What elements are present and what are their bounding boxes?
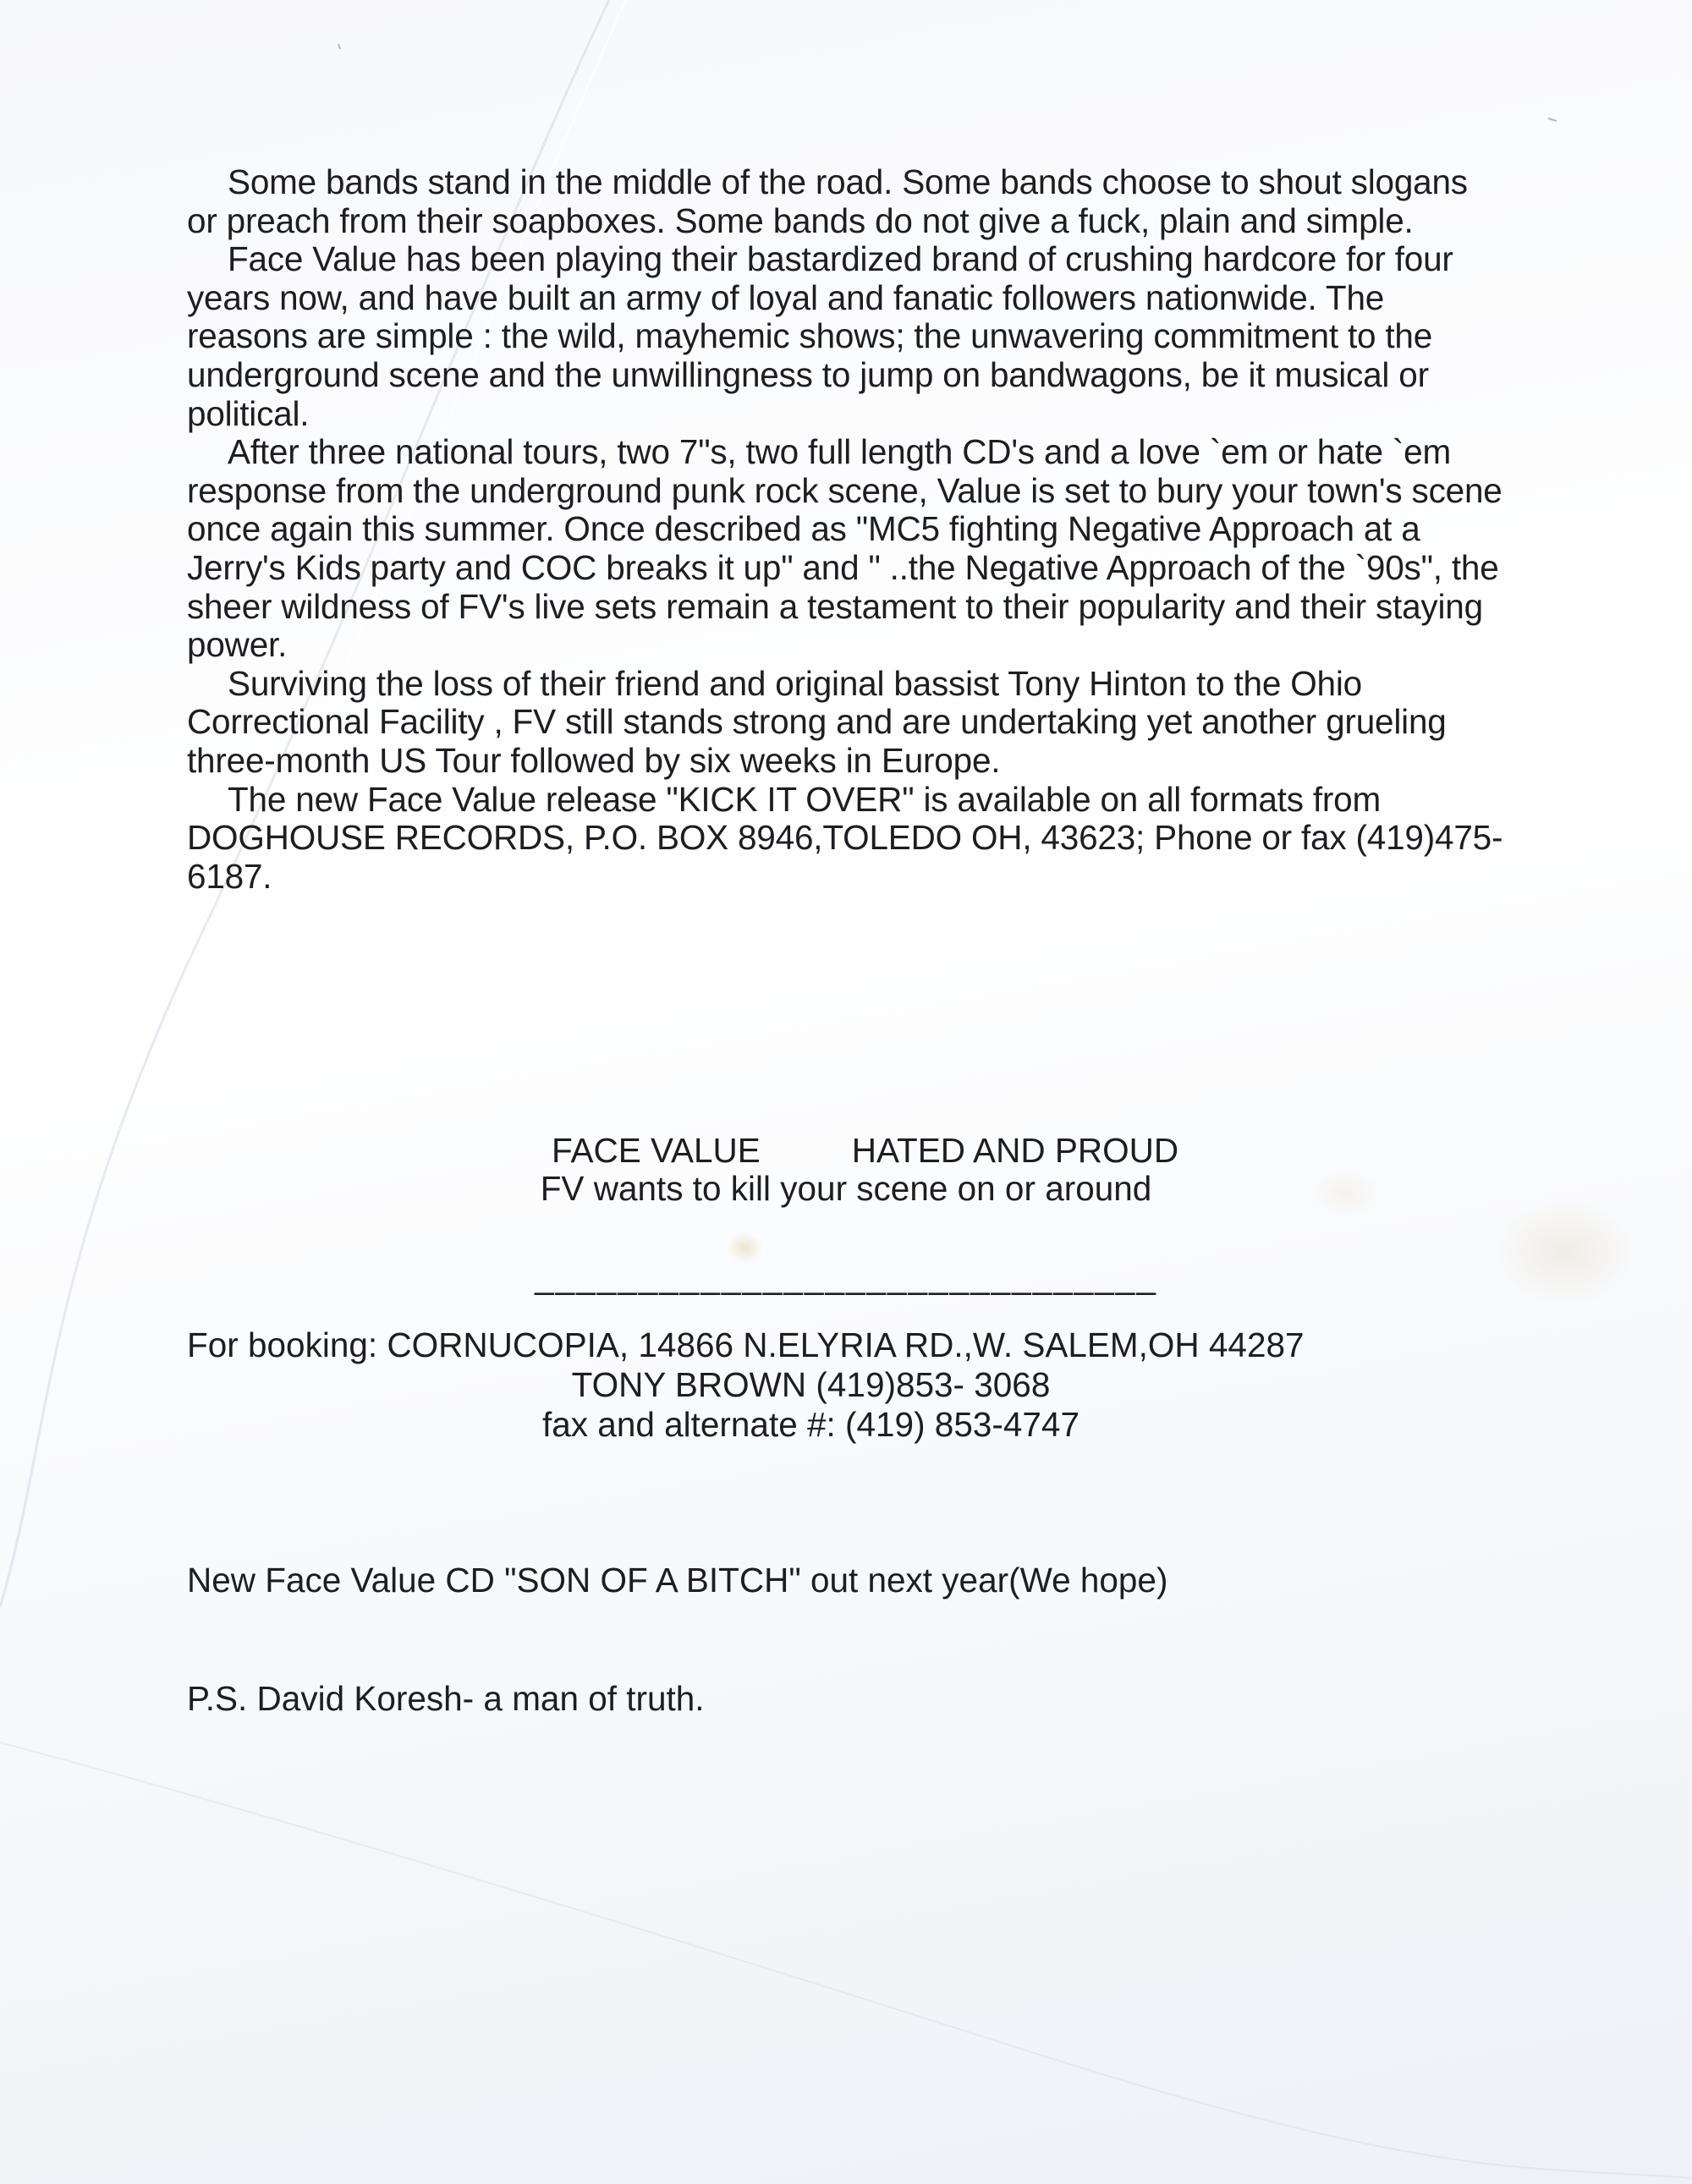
scene-line: FV wants to kill your scene on or around bbox=[540, 1169, 1152, 1208]
paragraph-tours: After three national tours, two 7"s, two full length CD's and a love `em or hate `em response from the underground punk rock scene, Value is set to bury your town's scene once again this summer. Once described as "MC5 fighting Negative Approach at a Jerry's Kids party and COC breaks it up" and " ..the Negative Approach of the `90s", the sheer wildness of FV's live sets remain a testament to their popularity and their staying power. bbox=[187, 432, 1502, 665]
booking-address: For booking: CORNUCOPIA, 14866 N.ELYRIA RD.,W. SALEM,OH 44287 bbox=[187, 1325, 1305, 1364]
paragraph-lineup: Surviving the loss of their friend and original bassist Tony Hinton to the Ohio Correctional Facility , FV still stands strong and are undertaking yet another grueling three-month US Tour followed by six weeks in Europe. bbox=[187, 663, 1447, 780]
upcoming-cd-note: New Face Value CD "SON OF A BITCH" out next year(We hope) bbox=[187, 1561, 1168, 1600]
paragraph-intro: Some bands stand in the middle of the road. Some bands choose to shout slogans or preach from their soapboxes. Some bands do not give a fuck, plain and simple. bbox=[187, 162, 1468, 240]
paragraph-history: Face Value has been playing their bastardized brand of crushing hardcore for four years now, and have built an army of loyal and fanatic followers nationwide. The reasons are simple : the wild, mayhemic shows; the unwavering commitment to the underground scene and the unwillingness to jump on bandwagons, be it musical or political. bbox=[187, 239, 1453, 433]
booking-fax: fax and alternate #: (419) 853-4747 bbox=[542, 1405, 1079, 1444]
postscript: P.S. David Koresh- a man of truth. bbox=[187, 1679, 705, 1718]
date-blank-line: ______________________________ bbox=[535, 1257, 1157, 1296]
body-text bbox=[187, 163, 1507, 896]
paragraph-release: The new Face Value release "KICK IT OVER" is available on all formats from DOGHOUSE RECORDS, P.O. BOX 8946,TOLEDO OH, 43623; Phone or fax (419)475-6187. bbox=[187, 779, 1503, 896]
tagline-slogan: HATED AND PROUD bbox=[851, 1131, 1179, 1170]
booking-contact-name: TONY BROWN (419)853- 3068 bbox=[571, 1365, 1051, 1404]
tagline-band-name: FACE VALUE bbox=[551, 1131, 761, 1170]
